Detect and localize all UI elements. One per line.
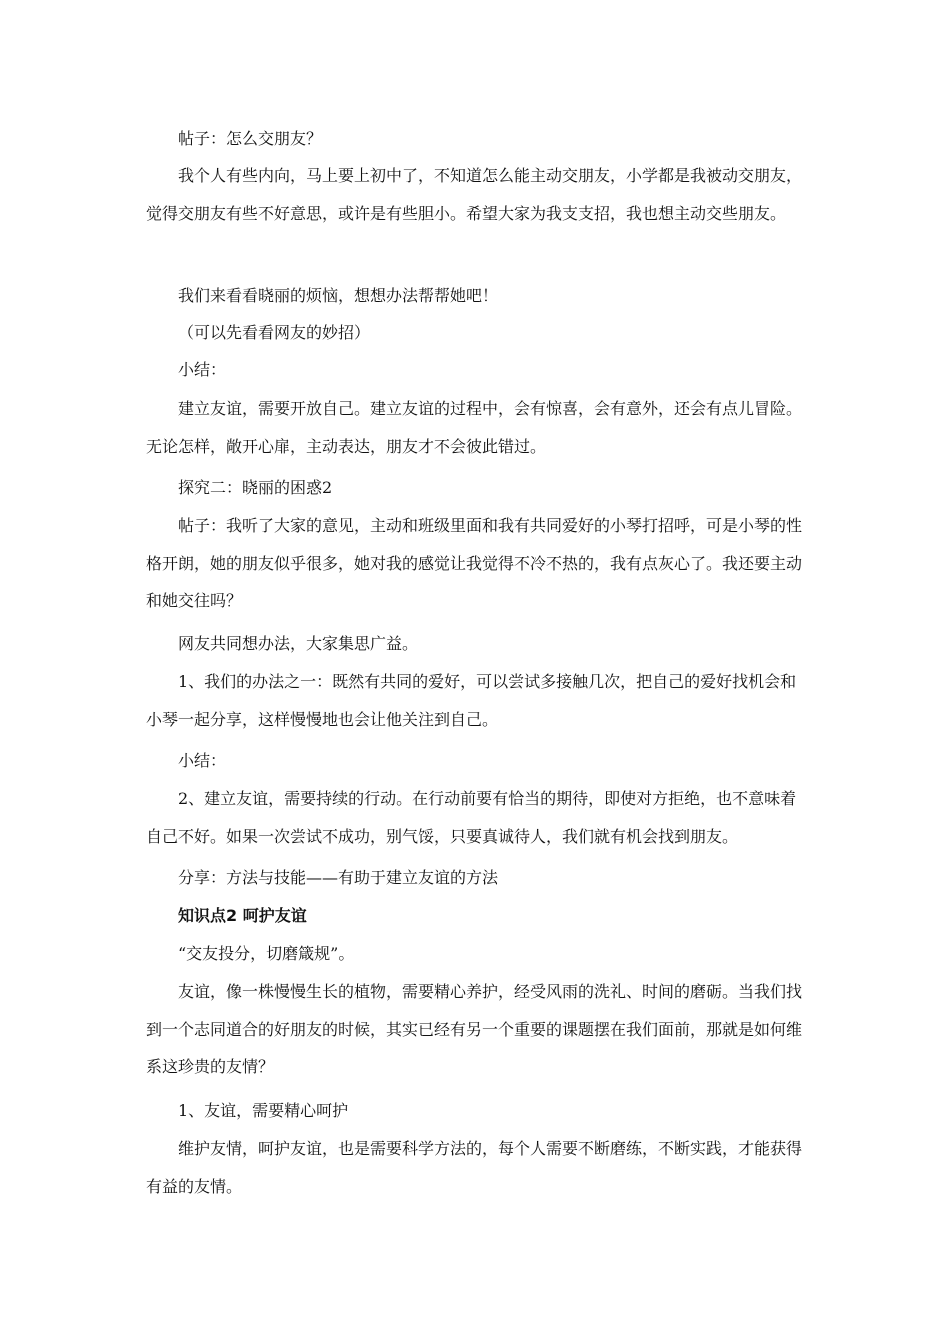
list-item: 1、我们的办法之一：既然有共同的爱好，可以尝试多接触几次，把自己的爱好找机会和小琴一起分享，这样慢慢地也会让他关注到自己。 — [146, 672, 797, 729]
paragraph: 我们来看看晓丽的烦恼，想想办法帮帮她吧！ — [178, 286, 499, 305]
paragraph: 网友共同想办法，大家集思广益。 — [178, 634, 419, 653]
summary-label: 小结： — [178, 751, 227, 770]
summary-text: 建立友谊，需要开放自己。建立友谊的过程中，会有惊喜，会有意外，还会有点儿冒险。无论怎样，敞开心扉，主动表达，朋友才不会彼此错过。 — [146, 399, 803, 456]
section-heading: 探究二：晓丽的困惑2 — [178, 478, 333, 497]
post-title: 帖子：怎么交朋友？ — [178, 129, 323, 148]
quote: “交友投分，切磨箴规”。 — [178, 944, 355, 963]
paragraph: （可以先看看网友的妙招） — [178, 323, 371, 342]
paragraph: 维护友情，呵护友谊，也是需要科学方法的，每个人需要不断磨练，不断实践，才能获得有益的友情。 — [146, 1139, 803, 1196]
summary-label: 小结： — [178, 360, 227, 379]
paragraph: 友谊，像一株慢慢生长的植物，需要精心养护，经受风雨的洗礼、时间的磨砺。当我们找到一个志同道合的好朋友的时候，其实已经有另一个重要的课题摆在我们面前，那就是如何维系这珍贵的友情？ — [146, 982, 803, 1076]
list-item: 1、友谊，需要精心呵护 — [178, 1101, 349, 1120]
paragraph: 分享：方法与技能——有助于建立友谊的方法 — [178, 868, 499, 887]
list-item: 2、建立友谊，需要持续的行动。在行动前要有恰当的期待，即使对方拒绝，也不意味着自己不好。如果一次尝试不成功，别气馁，只要真诚待人，我们就有机会找到朋友。 — [146, 789, 797, 846]
post-body: 我个人有些内向，马上要上初中了，不知道怎么能主动交朋友，小学都是我被动交朋友，觉得交朋友有些不好意思，或许是有些胆小。希望大家为我支支招，我也想主动交些朋友。 — [146, 166, 803, 223]
knowledge-heading: 知识点2 呵护友谊 — [178, 906, 307, 925]
post-body: 帖子：我听了大家的意见，主动和班级里面和我有共同爱好的小琴打招呼，可是小琴的性格开朗，她的朋友似乎很多，她对我的感觉让我觉得不冷不热的，我有点灰心了。我还要主动和她交往吗？ — [146, 516, 803, 610]
